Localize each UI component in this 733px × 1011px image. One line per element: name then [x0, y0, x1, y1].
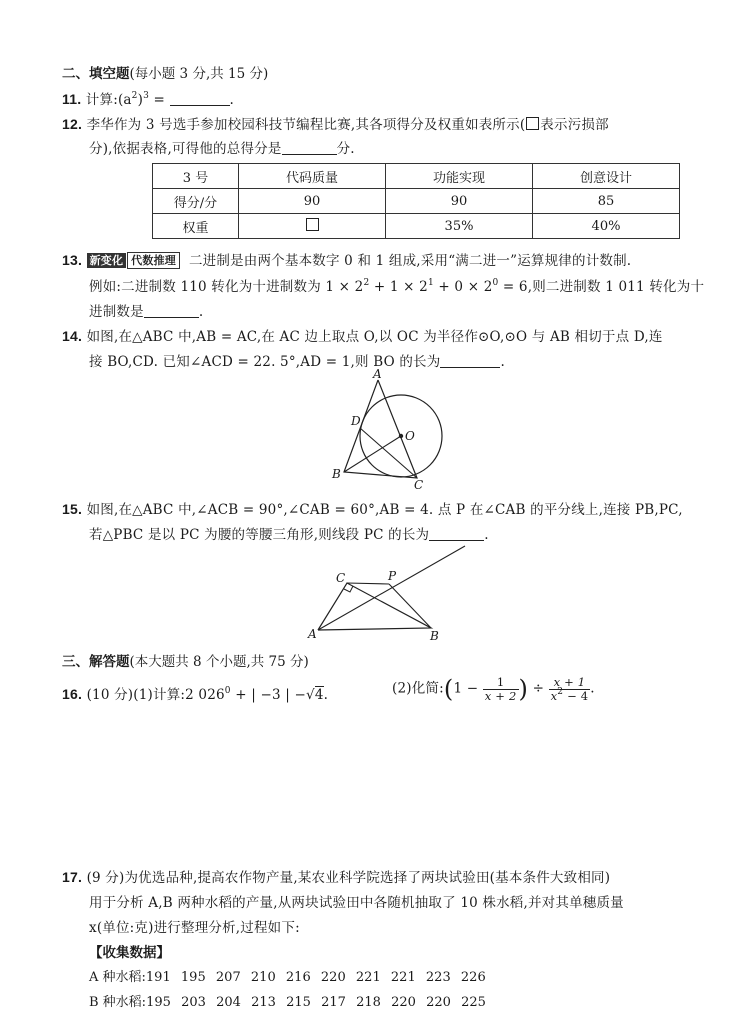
data-value: 204 [216, 995, 241, 1010]
den-exp: 2 [557, 686, 564, 697]
segment-pb [389, 584, 431, 628]
data-value: 221 [355, 970, 381, 985]
fraction-2 [549, 676, 591, 703]
collect-data-heading [89, 941, 170, 961]
q13-exp: 1 [427, 278, 434, 288]
data-value: 213 [251, 995, 276, 1010]
label-b: B [430, 629, 439, 643]
section-note: (本大题共 8 个小题,共 75 分) [129, 654, 309, 670]
question-number: 12. [62, 116, 83, 132]
label-o: O [405, 429, 415, 443]
smudge-box-icon [526, 117, 539, 130]
table-header-cell: 创意设计 [533, 164, 680, 189]
b-rice-data-row [89, 991, 496, 1010]
a-rice-label: A 种水稻: [89, 970, 146, 985]
label-d: D [351, 414, 361, 428]
question-number: 15. [62, 501, 83, 517]
triangle-abc [318, 583, 431, 630]
table-cell: 权重 [153, 214, 239, 239]
table-header-row [153, 164, 680, 189]
q11-text: 计算:(a [85, 92, 132, 108]
right-angle-mark [344, 586, 353, 592]
q16-sqrt-radicand: 4 [314, 687, 324, 703]
q15-line2-end: . [484, 527, 489, 543]
section-answer-title [62, 650, 309, 670]
point-o [399, 434, 403, 438]
question-12-line-1 [62, 113, 609, 133]
table-cell: 90 [239, 189, 386, 214]
q13-line3-end: . [198, 304, 204, 320]
table-cell: 85 [533, 189, 680, 214]
data-value: 226 [460, 970, 486, 985]
data-value: 220 [320, 970, 346, 985]
section-title-text: 二、填空题 [62, 66, 130, 82]
label-a: A [373, 368, 382, 381]
table-row [153, 189, 680, 214]
q16-part2-label: (2)化简: [392, 680, 444, 697]
fraction-denominator [549, 686, 591, 703]
question-17-line-3 [89, 916, 300, 936]
fraction-1 [483, 676, 519, 703]
fraction-denominator: x + 2 [484, 688, 517, 703]
data-value: 221 [390, 970, 416, 985]
q14-geometry-figure [320, 368, 470, 490]
data-value: 216 [285, 970, 311, 985]
table-cell: 40% [533, 214, 680, 239]
q13-line1: 二进制是由两个基本数字 0 和 1 组成,采用“满二进一”运算规律的计数制. [188, 253, 632, 269]
question-15-line-2 [89, 523, 489, 543]
q13-line3: 进制数是 [89, 304, 144, 320]
fraction-numerator: x + 1 [549, 676, 591, 690]
q12-line2-end: 分. [336, 141, 355, 157]
table-cell: 90 [386, 189, 533, 214]
q13-line2b: + 1 × 2 [369, 279, 428, 295]
q13-line2c: + 0 × 2 [433, 279, 493, 295]
q11-eq: = [149, 92, 170, 108]
q16-part1c: . [323, 687, 329, 703]
paren-close-icon: ) [518, 675, 529, 703]
q12-line1-end: 表示污损部 [540, 117, 609, 133]
data-value: 210 [250, 970, 276, 985]
fraction-numerator: 1 [483, 676, 519, 690]
table-header-cell: 功能实现 [386, 164, 533, 189]
question-number: 14. [62, 328, 83, 344]
question-number: 11. [62, 91, 82, 107]
q16-part1b: + | −3 | − [230, 687, 307, 703]
q11-mid: ) [137, 92, 144, 108]
data-value: 223 [425, 970, 451, 985]
q14-line2-end: . [500, 354, 505, 370]
angle-bisector-ray [318, 546, 465, 630]
data-value: 203 [181, 995, 206, 1010]
q16-part1-exp: 0 [224, 686, 231, 696]
segment-pc [347, 583, 389, 584]
segment-bo [344, 436, 401, 472]
table-cell: 35% [386, 214, 533, 239]
section-title-text: 三、解答题 [62, 654, 130, 670]
collect-data-text: 【收集数据】 [89, 945, 170, 961]
q17-line3: x(单位:克)进行整理分析,过程如下: [89, 920, 300, 936]
question-17-line-2 [89, 891, 624, 911]
data-value: 215 [286, 995, 311, 1010]
q16-f1-left: 1 − [453, 680, 479, 697]
data-value: 218 [356, 995, 381, 1010]
q13-exp: 0 [492, 278, 499, 288]
question-14-line-2 [89, 350, 505, 370]
algebra-reasoning-tag: 代数推理 [127, 252, 180, 269]
question-13-line-2 [89, 275, 704, 295]
data-value: 195 [180, 970, 206, 985]
q15-line1: 如图,在△ABC 中,∠ACB = 90°,∠CAB = 60°,AB = 4. 点 P 在∠CAB 的平分线上,连接 PB,PC, [86, 502, 683, 518]
label-c: C [414, 478, 424, 490]
q13-line2d: = 6,则二进制数 1 011 转化为十 [498, 279, 705, 295]
score-table [152, 163, 680, 239]
label-a: A [308, 627, 317, 641]
answer-blank[interactable] [170, 93, 230, 106]
label-c: C [336, 571, 346, 585]
q11-end: . [229, 92, 235, 108]
question-number: 13. [62, 252, 83, 268]
question-13-line-1 [62, 249, 631, 269]
table-header-cell: 3 号 [153, 164, 239, 189]
b-rice-label: B 种水稻: [89, 995, 147, 1010]
new-change-tag: 新变化 [87, 253, 127, 268]
table-row [153, 214, 680, 239]
q16-part1a: (10 分)(1)计算:2 026 [86, 687, 225, 703]
section-note: (每小题 3 分,共 15 分) [129, 66, 269, 82]
answer-blank[interactable] [440, 355, 500, 368]
table-header-cell: 代码质量 [239, 164, 386, 189]
answer-blank[interactable] [282, 142, 337, 155]
den-var: x [550, 688, 558, 703]
sqrt-icon: √ [306, 687, 315, 703]
question-16-part-1 [62, 683, 328, 703]
q11-exp-inner: 2 [131, 91, 138, 101]
a-rice-values [146, 970, 496, 985]
q12-line2: 分),依据表格,可得他的总得分是 [89, 141, 282, 157]
table-cell-smudged [239, 214, 386, 239]
q15-line2: 若△PBC 是以 PC 为腰的等腰三角形,则线段 PC 的长为 [89, 527, 430, 543]
data-value: 195 [146, 995, 171, 1010]
b-rice-values [146, 995, 496, 1010]
label-p: P [388, 569, 397, 583]
q17-line2: 用于分析 A,B 两种水稻的产量,从两块试验田中各随机抽取了 10 株水稻,并对其单穗质量 [89, 895, 624, 911]
answer-blank[interactable] [429, 528, 484, 541]
question-number: 16. [62, 686, 83, 702]
q15-geometry-figure [305, 543, 475, 643]
paren-open-icon: ( [443, 675, 454, 703]
question-13-line-3 [89, 300, 203, 320]
question-number: 17. [62, 869, 83, 885]
data-value: 220 [426, 995, 451, 1010]
data-value: 220 [391, 995, 416, 1010]
q12-line1: 李华作为 3 号选手参加校园科技节编程比赛,其各项得分及权重如表所示( [86, 117, 526, 133]
smudge-box-icon [306, 218, 319, 231]
q13-exp: 2 [363, 278, 370, 288]
q14-line2: 接 BO,CD. 已知∠ACD = 22. 5°,AD = 1,则 BO 的长为 [89, 354, 441, 370]
question-12-line-2 [89, 137, 355, 157]
question-17-line-1 [62, 866, 610, 886]
q16-end: . [590, 680, 595, 697]
den-rest: − 4 [563, 688, 589, 703]
section-fill-in-title [62, 62, 268, 82]
q14-line1: 如图,在△ABC 中,AB = AC,在 AC 边上取点 O,以 OC 为半径作⊙O,⊙O 与 AB 相切于点 D,连 [86, 329, 663, 345]
q13-line2a: 例如:二进制数 110 转化为十进制数为 1 × 2 [89, 279, 364, 295]
data-value: 191 [145, 970, 171, 985]
q17-line1: (9 分)为优选品种,提高农作物产量,某农业科学院选择了两块试验田(基本条件大致相同) [86, 870, 611, 886]
label-b: B [332, 467, 341, 481]
question-14-line-1 [62, 325, 663, 345]
table-cell: 得分/分 [153, 189, 239, 214]
question-11 [62, 88, 234, 108]
divide-sign: ÷ [532, 680, 545, 697]
data-value: 217 [321, 995, 346, 1010]
q11-exp-outer: 3 [143, 91, 150, 101]
data-value: 207 [215, 970, 241, 985]
question-15-line-1 [62, 498, 683, 518]
answer-blank[interactable] [144, 305, 199, 318]
question-16-part-2 [392, 675, 595, 703]
data-value: 225 [461, 995, 486, 1010]
a-rice-data-row [89, 966, 496, 985]
